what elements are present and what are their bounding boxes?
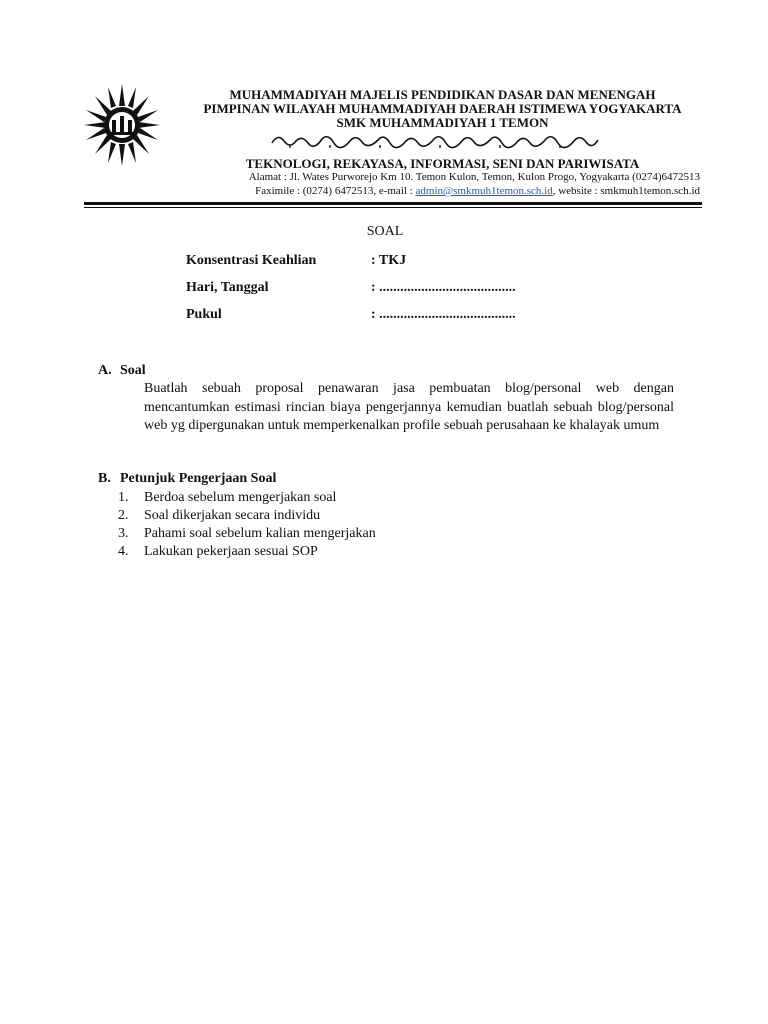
header-study-programs: TEKNOLOGI, REKAYASA, INFORMASI, SENI DAN PARIWISATA bbox=[245, 156, 640, 171]
section-a-title: Soal bbox=[120, 363, 146, 378]
list-item bbox=[118, 543, 376, 561]
javanese-script-icon bbox=[270, 131, 600, 149]
instruction-list bbox=[118, 489, 376, 561]
list-item-text: Lakukan pekerjaan sesuai SOP bbox=[144, 544, 318, 559]
header-divider-thin bbox=[84, 207, 702, 208]
section-a-number: A. bbox=[98, 363, 112, 378]
section-b-title: Petunjuk Pengerjaan Soal bbox=[120, 471, 277, 486]
field-value-time: : ....................................... bbox=[371, 307, 516, 322]
email-link[interactable]: admin@smkmuh1temon.sch.id bbox=[415, 185, 553, 197]
header-school-name: SMK MUHAMMADIYAH 1 TEMON bbox=[336, 115, 549, 130]
document-title: SOAL bbox=[366, 224, 404, 239]
section-a-heading bbox=[98, 363, 146, 379]
header-divider-thick bbox=[84, 202, 702, 205]
list-item-text: Berdoa sebelum mengerjakan soal bbox=[144, 490, 337, 505]
list-item bbox=[118, 489, 376, 507]
field-value-concentration: : TKJ bbox=[371, 253, 407, 268]
header-regional-leadership: PIMPINAN WILAYAH MUHAMMADIYAH DAERAH ISTIMEWA YOGYAKARTA bbox=[203, 101, 682, 116]
contact-line bbox=[200, 184, 700, 198]
list-item-text: Pahami soal sebelum kalian mengerjakan bbox=[144, 526, 376, 541]
contact-prefix: Faximile : (0274) 6472513, e-mail : bbox=[255, 185, 416, 197]
field-label-date: Hari, Tanggal bbox=[186, 280, 269, 295]
list-item-text: Soal dikerjakan secara individu bbox=[144, 508, 321, 523]
list-item bbox=[118, 507, 376, 525]
contact-suffix: , website : smkmuh1temon.sch.id bbox=[552, 185, 700, 197]
list-item-number: 1. bbox=[118, 490, 129, 505]
header-organization: MUHAMMADIYAH MAJELIS PENDIDIKAN DASAR DAN MENENGAH bbox=[229, 87, 656, 102]
section-b-number: B. bbox=[98, 471, 111, 486]
list-item-number: 2. bbox=[118, 508, 129, 523]
section-a-question-text: Buatlah sebuah proposal penawaran jasa pembuatan blog/personal web dengan mencantumkan estimasi rincian biaya pengerjannya kemudian buatlah sebuah blog/personal web yg dipergunakan untuk memperkenalkan profile sebuah perusahaan ke khalayak umum bbox=[144, 381, 674, 433]
section-b-heading bbox=[98, 471, 276, 487]
field-label-concentration: Konsentrasi Keahlian bbox=[186, 253, 317, 268]
field-value-date: : ....................................... bbox=[371, 280, 516, 295]
list-item bbox=[118, 525, 376, 543]
field-label-time: Pukul bbox=[186, 307, 222, 322]
list-item-number: 4. bbox=[118, 544, 129, 559]
list-item-number: 3. bbox=[118, 526, 129, 541]
muhammadiyah-logo-icon bbox=[84, 84, 160, 166]
address-line: Alamat : Jl. Wates Purworejo Km 10. Temon Kulon, Temon, Kulon Progo, Yogyakarta (0274)6472513 bbox=[248, 171, 700, 183]
